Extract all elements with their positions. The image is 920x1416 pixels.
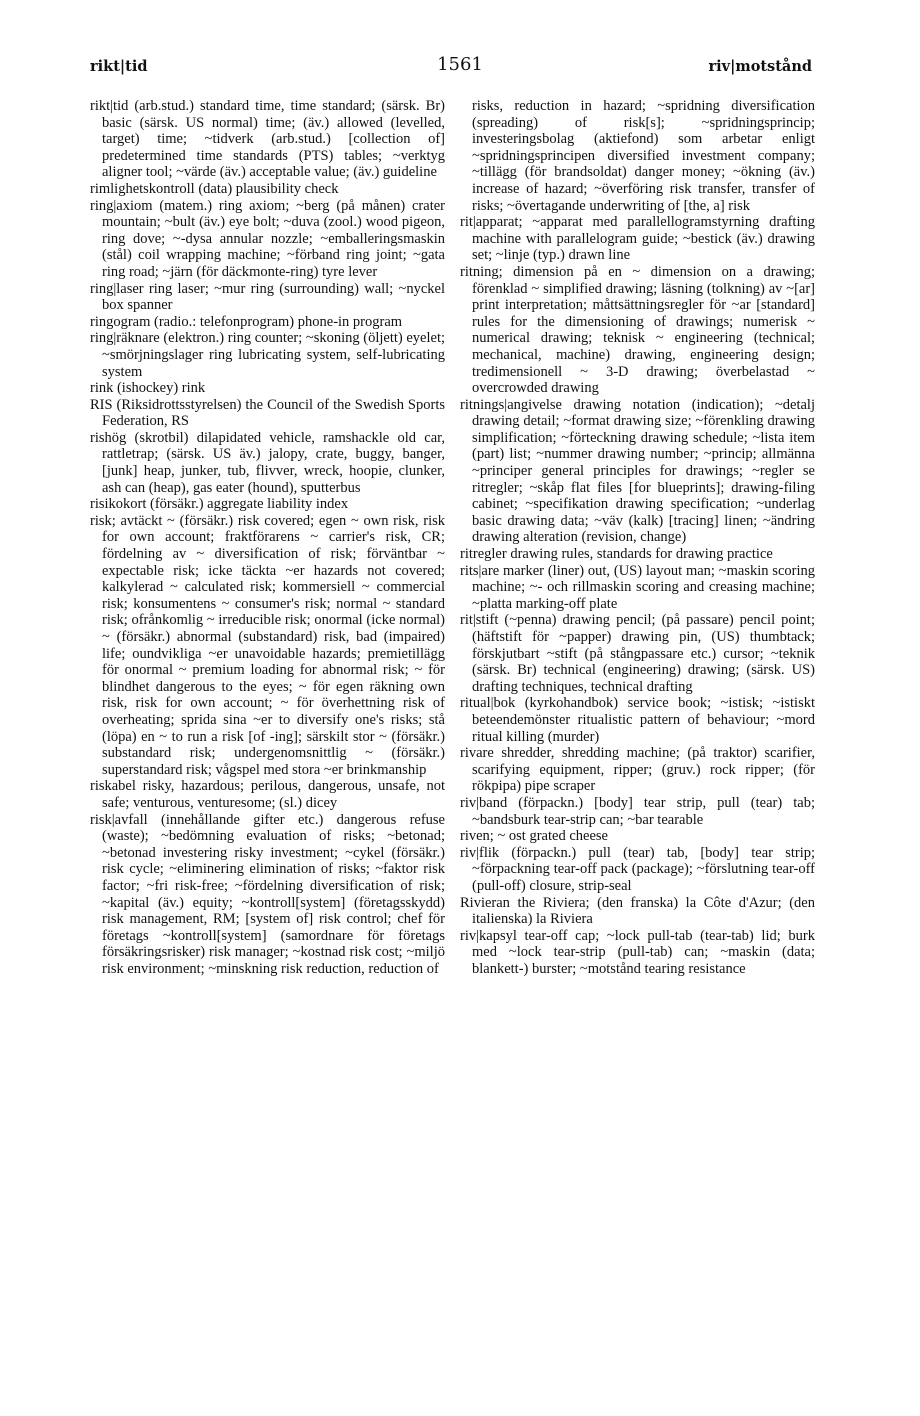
dictionary-entry: riv|kapsyl tear-off cap; ~lock pull-tab (tear-tab) lid; burk med ~lock tear-strip (pull-tab) can; ~maskin (data; blankett-) burster; ~motstånd tearing resistance — [460, 927, 815, 977]
dictionary-entry: rishög (skrotbil) dilapidated vehicle, ramshackle old car, rattletrap; (särsk. US äv.) jalopy, crate, buggy, banger, [junk] heap, junker, tub, flivver, wreck, hoopie, clunker, ash can (heap), gas eater (hound), sputterbus — [90, 429, 445, 496]
dictionary-entry: ritnings|angivelse drawing notation (indication); ~detalj drawing detail; ~format drawing size; ~förenkling drawing simplification; ~förteckning drawing schedule; ~lista item (part) list; ~nummer drawing number; ~princip; allmänna ~principer general principles for drawings; ~regler se ritregler; ~skåp flat files [for blueprints]; drawing-filing cabinet; ~specifikation drawing specification; ~underlag basic drawing data; ~väv (kalk) [tracing] linen; ~ändring drawing alteration (revision, change) — [460, 396, 815, 546]
dictionary-entry: ring|räknare (elektron.) ring counter; ~skoning (öljett) eyelet; ~smörjningslager ring lubricating system, self-lubricating system — [90, 330, 445, 380]
dictionary-entry: riven; ~ ost grated cheese — [460, 828, 608, 845]
dictionary-entry: rit|apparat; ~apparat med parallellogramstyrning drafting machine with parallelogram guide; ~bestick (äv.) drawing set; ~linje (typ.) drawn line — [460, 214, 815, 264]
left-guide-word: rikt|tid — [90, 58, 148, 75]
dictionary-entry: ritual|bok (kyrkohandbok) service book; ~istisk; ~istiskt beteendemönster ritualistic pattern of behaviour; ~mord ritual killing (murder) — [460, 695, 815, 745]
dictionary-entry: rink (ishockey) rink — [90, 380, 206, 397]
dictionary-entry: riskabel risky, hazardous; perilous, dangerous, unsafe, not safe; venturous, venturesome; (sl.) dicey — [90, 778, 445, 811]
dictionary-entry: riv|flik (förpackn.) pull (tear) tab, [body] tear strip; ~förpackning tear-off pack (package); ~förslutning tear-off (pull-off) closure, strip-seal — [460, 844, 815, 894]
dictionary-entry: risk|avfall (innehållande gifter etc.) dangerous refuse (waste); ~bedömning evaluation of risks; ~betonad; ~betonad investering risky investment; ~cykel (försäkr.) risk cycle; ~eliminering elimination of risks; ~faktor risk factor; ~fri risk-free; ~fördelning diversification of risk; ~kapital (äv.) equity; ~kontroll[system] (företagsskydd) risk management, RM; [system of] risk control; chef för företags ~kontroll[system] (samordnare för företags försäkringsrisker) risk manager; ~kostnad risk cost; ~miljö risk environment; ~minskning risk reduction, reduction of — [90, 811, 445, 977]
dictionary-entry: riv|band (förpackn.) [body] tear strip, pull (tear) tab; ~bandsburk tear-strip can; ~bar tearable — [460, 794, 815, 828]
dictionary-entry-continued: risks, reduction in hazard; ~spridning diversification (spreading) of risk[s]; ~spridningsprincip; investeringsbolag (aktiefond) som arbetar enligt ~spridningsprincipen diversified investment company; ~tillägg (för brandsoldat) danger money; ~ökning (äv.) increase of hazard; ~överföring risk transfer, transfer of risks; ~övertagande underwriting of [the, a] risk — [472, 98, 815, 214]
dictionary-entry: ring|laser ring laser; ~mur ring (surrounding) wall; ~nyckel box spanner — [90, 280, 445, 314]
right-guide-word: riv|motstånd — [708, 58, 812, 75]
dictionary-entry: rimlighetskontroll (data) plausibility check — [90, 180, 339, 197]
dictionary-entry: rikt|tid (arb.stud.) standard time, time standard; (särsk. Br) basic (särsk. US normal) time; (äv.) allowed (levelled, target) time; ~tidverk (arb.stud.) [collection of] predetermined time standards (PTS) tables; ~verktyg aligner tool; ~värde (äv.) acceptable value; (äv.) guideline — [90, 98, 445, 181]
dictionary-entry: RIS (Riksidrottsstyrelsen) the Council of the Swedish Sports Federation, RS — [90, 396, 445, 430]
dictionary-entry: risikokort (försäkr.) aggregate liability index — [90, 496, 349, 513]
dictionary-entry: Rivieran the Riviera; (den franska) la Côte d'Azur; (den italienska) la Riviera — [460, 894, 815, 928]
dictionary-entry: ritning; dimension på en ~ dimension on a drawing; förenklad ~ simplified drawing; läsning (tolkning) av ~[ar] print interpretation; måttsättningsregler för ~ar [standard] rules for the dimensioning of drawings; numerisk ~ numerical drawing; teknisk ~ engineering (technical; mechanical, machine) drawing, engineering design; tredimensionell ~ 3-D drawing; överbelastad ~ overcrowded drawing — [460, 263, 815, 397]
dictionary-entry: ringogram (radio.: telefonprogram) phone-in program — [90, 313, 403, 330]
dictionary-entry: risk; avtäckt ~ (försäkr.) risk covered; egen ~ own risk, risk for own account; fraktförarens ~ carrier's risk, CR; fördelning av ~ diversification of risk; förväntbar ~ expectable risk; icke täckta ~er hazards not covered; kalkylerad ~ calculated risk; kommersiell ~ commercial risk; konsumentens ~ consumer's risk; normal ~ standard risk; ofrånkomlig ~ irreducible risk; onormal (icke normal) ~ (försäkr.) abnormal (substandard) risk, bad (impaired) life; oundvikliga ~er unavoidable hazards; premietillägg för onormal ~ premium loading for abnormal risk; ~ för blindhet dangerous to the eyes; ~ för egen räkning own risk, risk for own account; ~ för överhettning risk of overheating; sprida sina ~er to diversify one's risks; stå (löpa) en ~ to run a risk [of -ing]; särskilt stor ~ (försäkr.) substandard risk; undergenomsnittlig ~ (försäkr.) superstandard risk; vågspel med stora ~er brinkmanship — [90, 512, 445, 778]
dictionary-entry: rit|stift (~penna) drawing pencil; (på passare) pencil point; (häftstift för ~papper) drawing pin, (US) thumbtack; förskjutbart ~stift (på stångpassare etc.) cursor; ~teknik (särsk. Br) technical (engineering) drawing; (särsk. US) drafting techniques, technical drafting — [460, 612, 815, 695]
left-column — [90, 98, 445, 977]
right-column — [460, 98, 815, 977]
dictionary-entry: rits|are marker (liner) out, (US) layout man; ~maskin scoring machine; ~- och rillmaskin scoring and creasing machine; ~platta marking-off plate — [460, 562, 815, 612]
dictionary-entry: ring|axiom (matem.) ring axiom; ~berg (på månen) crater mountain; ~bult (äv.) eye bolt; ~duva (zool.) wood pigeon, ring dove; ~-dysa annular nozzle; ~emballeringsmaskin (stål) coil wrapping machine; ~förband ring joint; ~gata ring road; ~järn (för däckmonte-ring) tyre lever — [90, 197, 445, 280]
dictionary-entry: rivare shredder, shredding machine; (på traktor) scarifier, scarifying equipment, ripper; (gruv.) rock ripper; (för rökpipa) pipe scraper — [460, 745, 815, 795]
dictionary-entry: ritregler drawing rules, standards for drawing practice — [460, 546, 773, 563]
page-number: 1561 — [437, 54, 483, 75]
